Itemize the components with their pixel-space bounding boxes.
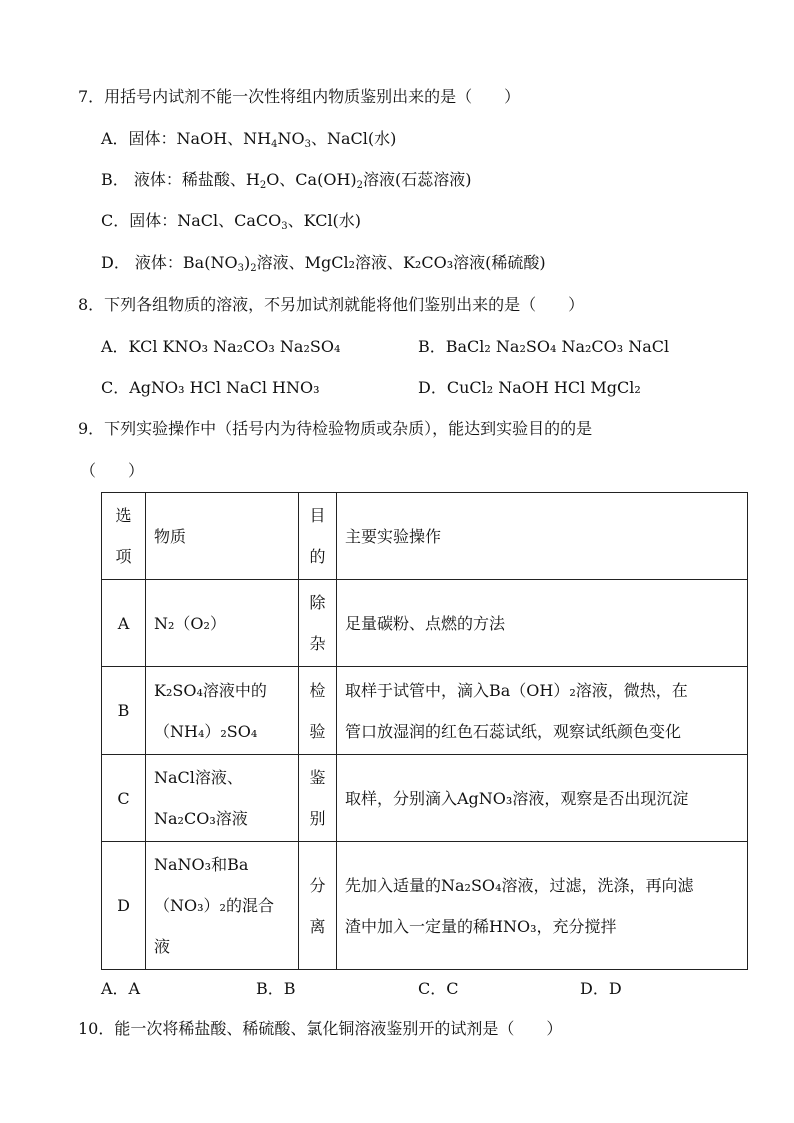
table-row	[102, 755, 748, 842]
row-operation: 先加入适量的Na₂SO₄溶液，过滤，洗涤，再向滤 渣中加入一定量的稀HNO₃，充分搅拌	[337, 842, 748, 970]
header-purpose: 目 的	[299, 493, 337, 580]
q7-option-b: B． 液体：稀盐酸、$H_2O$、$Ca(OH)_2$溶液(石蕊溶液)	[101, 170, 472, 191]
q8-stem: 8．下列各组物质的溶液，不另加试剂就能将他们鉴别出来的是（ ）	[78, 295, 585, 314]
q7-option-a: A．固体：NaOH、$NH_4NO_3$、NaCl(水)	[101, 129, 397, 150]
row-substance: K₂SO₄溶液中的 （NH₄）₂SO₄	[146, 667, 299, 755]
q9-table	[101, 492, 748, 970]
q9-answer-d: D．D	[580, 979, 622, 998]
row-purpose: 检 验	[299, 667, 337, 755]
q8-option-b: B．BaCl₂ Na₂SO₄ Na₂CO₃ NaCl	[418, 337, 670, 356]
row-purpose: 除 杂	[299, 580, 337, 667]
header-operation: 主要实验操作	[337, 493, 748, 580]
q8-option-d: D．CuCl₂ NaOH HCl MgCl₂	[418, 378, 641, 397]
q9-answer-paren: （ ）	[80, 461, 145, 480]
q9-answer-b: B．B	[256, 979, 296, 998]
row-operation: 取样于试管中，滴入Ba（OH）₂溶液，微热，在 管口放湿润的红色石蕊试纸，观察试纸颜色变化	[337, 667, 748, 755]
row-purpose: 分 离	[299, 842, 337, 970]
row-substance: NaNO₃和Ba （NO₃）₂的混合 液	[146, 842, 299, 970]
q9-stem: 9．下列实验操作中（括号内为待检验物质或杂质），能达到实验目的的是	[78, 419, 593, 438]
row-operation: 取样，分别滴入AgNO₃溶液，观察是否出现沉淀	[337, 755, 748, 842]
table-row	[102, 842, 748, 970]
q8-option-a: A．KCl KNO₃ Na₂CO₃ Na₂SO₄	[101, 337, 341, 356]
q7-stem: 7．用括号内试剂不能一次性将组内物质鉴别出来的是（ ）	[78, 87, 521, 106]
header-option: 选 项	[102, 493, 146, 580]
q7-option-d: D． 液体：$Ba(NO_3)_2$溶液、MgCl₂溶液、K₂CO₃溶液(稀硫酸)	[101, 253, 546, 274]
header-substance: 物质	[146, 493, 299, 580]
q9-answer-a: A．A	[101, 979, 141, 998]
row-purpose: 鉴 别	[299, 755, 337, 842]
row-option: A	[102, 580, 146, 667]
q9-answer-c: C．C	[418, 979, 459, 998]
table-row	[102, 580, 748, 667]
table-row	[102, 667, 748, 755]
row-substance: N₂（O₂）	[146, 580, 299, 667]
row-option: B	[102, 667, 146, 755]
q8-option-c: C．AgNO₃ HCl NaCl HNO₃	[101, 378, 320, 397]
row-substance: NaCl溶液、 Na₂CO₃溶液	[146, 755, 299, 842]
q7-option-c: C．固体：NaCl、CaCO$_3$、KCl(水)	[101, 211, 362, 232]
row-operation: 足量碳粉、点燃的方法	[337, 580, 748, 667]
row-option: D	[102, 842, 146, 970]
q10-stem: 10．能一次将稀盐酸、稀硫酸、氯化铜溶液鉴别开的试剂是（ ）	[78, 1019, 563, 1038]
table-header-row	[102, 493, 748, 580]
row-option: C	[102, 755, 146, 842]
